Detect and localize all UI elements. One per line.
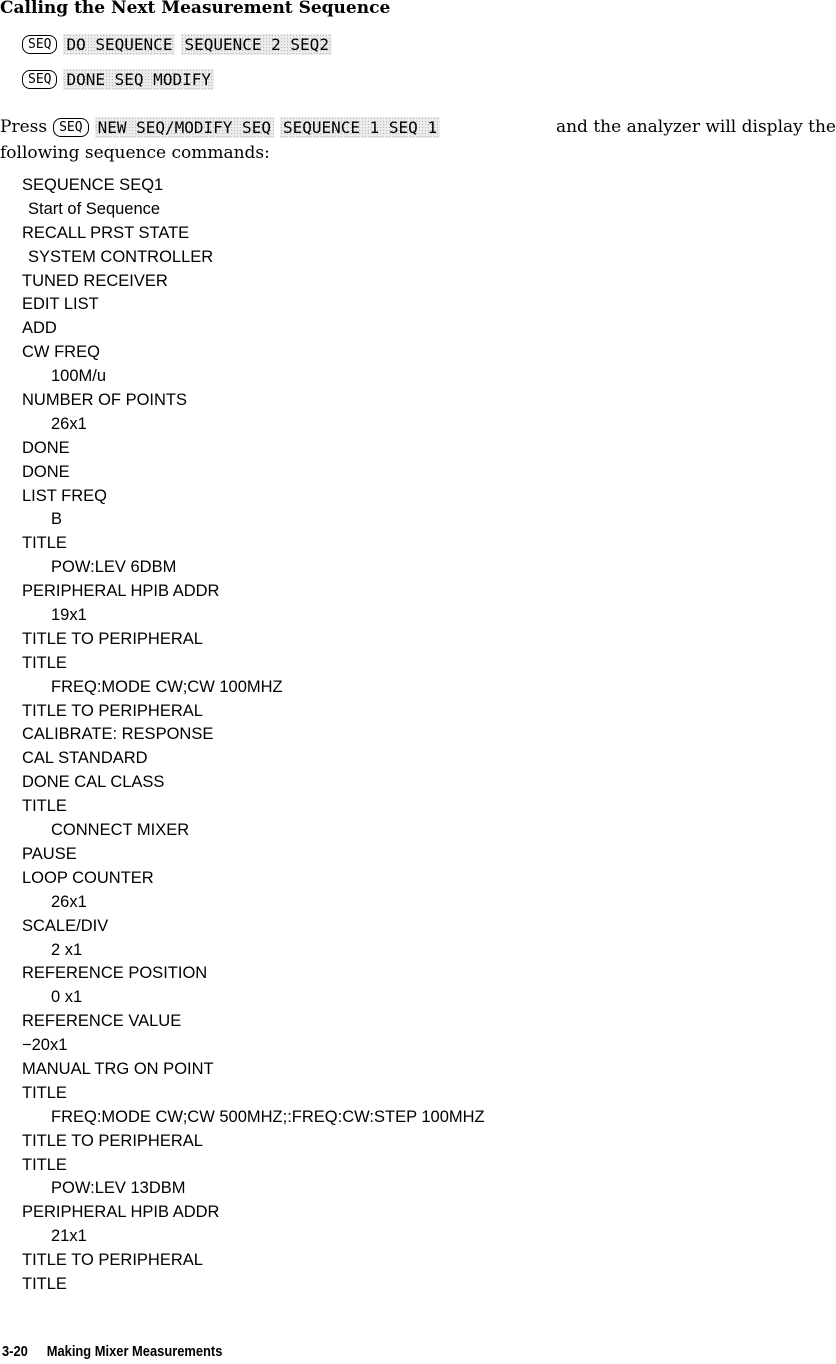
sequence-command: POW:LEV 6DBM <box>51 558 177 577</box>
sequence-command: MANUAL TRG ON POINT <box>22 1059 214 1078</box>
sequence-command: CAL STANDARD <box>22 749 148 768</box>
sequence-command: CONNECT MIXER <box>51 821 190 840</box>
sequence-command: PERIPHERAL HPIB ADDR <box>22 582 220 601</box>
sequence-command: DONE <box>22 462 70 481</box>
sequence-command: TITLE <box>22 653 67 672</box>
seq-hardkey: SEQ <box>22 70 57 89</box>
paragraph-lead: Press <box>0 117 48 137</box>
sequence-command: REFERENCE POSITION <box>22 964 208 983</box>
sequence-command: FREQ:MODE CW;CW 100MHZ <box>51 677 283 696</box>
sequence-command: SYSTEM CONTROLLER <box>28 247 214 266</box>
softkey-done-seq-modify: DONE SEQ MODIFY <box>63 69 214 90</box>
sequence-command: SEQUENCE SEQ1 <box>22 176 164 194</box>
seq-hardkey: SEQ <box>53 118 88 137</box>
sequence-command: EDIT LIST <box>22 295 99 314</box>
sequence-command: DONE CAL CLASS <box>22 773 165 792</box>
sequence-command: 19x1 <box>51 606 87 625</box>
sequence-command: TITLE TO PERIPHERAL <box>22 629 203 648</box>
softkey-new-seq-modify-seq: NEW SEQ/MODIFY SEQ <box>95 117 274 138</box>
sequence-command: −20x1 <box>22 1036 68 1055</box>
sequence-command: TITLE <box>22 1083 67 1102</box>
sequence-command: SCALE/DIV <box>22 916 109 935</box>
paragraph-tail: and the analyzer will display the <box>555 117 836 137</box>
softkey-sequence-1: SEQUENCE 1 SEQ 1 <box>280 117 440 138</box>
sequence-command: 26x1 <box>51 892 87 911</box>
sequence-command: LIST FREQ <box>22 486 107 505</box>
sequence-command: RECALL PRST STATE <box>22 223 190 242</box>
sequence-command: B <box>51 510 63 529</box>
page-number: 3-20 <box>2 1343 28 1360</box>
sequence-command: 100M/u <box>51 367 107 386</box>
sequence-command: PERIPHERAL HPIB ADDR <box>22 1203 220 1222</box>
key-sequence-line-1 <box>22 34 332 55</box>
instruction-paragraph <box>0 114 836 166</box>
sequence-command: FREQ:MODE CW;CW 500MHZ;:FREQ:CW:STEP 100MHZ <box>51 1107 485 1126</box>
sequence-command: 21x1 <box>51 1227 87 1246</box>
sequence-command-list <box>22 174 485 1297</box>
softkey-do-sequence: DO SEQUENCE <box>63 34 175 55</box>
footer-section-title: Making Mixer Measurements <box>46 1343 223 1360</box>
sequence-command: TITLE TO PERIPHERAL <box>22 1251 203 1270</box>
paragraph-line-2: following sequence commands: <box>0 143 270 163</box>
sequence-command: DONE <box>22 438 70 457</box>
seq-hardkey: SEQ <box>22 35 57 54</box>
softkey-sequence-2: SEQUENCE 2 SEQ2 <box>181 34 332 55</box>
section-heading: Calling the Next Measurement Sequence <box>0 0 391 18</box>
sequence-command: TITLE <box>22 1155 67 1174</box>
sequence-command: POW:LEV 13DBM <box>51 1179 186 1198</box>
sequence-command: LOOP COUNTER <box>22 868 154 887</box>
sequence-command: TITLE TO PERIPHERAL <box>22 701 203 720</box>
page-footer <box>2 1343 222 1360</box>
sequence-command: TITLE <box>22 797 67 816</box>
sequence-command: REFERENCE VALUE <box>22 1012 182 1031</box>
sequence-command: 26x1 <box>51 414 87 433</box>
sequence-command: 0 x1 <box>51 988 83 1007</box>
key-sequence-line-2 <box>22 69 214 90</box>
sequence-command: PAUSE <box>22 844 77 863</box>
sequence-command: 2 x1 <box>51 940 83 959</box>
sequence-command: Start of Sequence <box>28 199 161 218</box>
sequence-command: TITLE <box>22 534 67 553</box>
sequence-command: TUNED RECEIVER <box>22 271 168 290</box>
sequence-command: CALIBRATE: RESPONSE <box>22 725 214 744</box>
sequence-command: NUMBER OF POINTS <box>22 391 188 410</box>
sequence-command: ADD <box>22 319 57 338</box>
sequence-command: CW FREQ <box>22 343 100 362</box>
sequence-command: TITLE <box>22 1274 67 1293</box>
sequence-command: TITLE TO PERIPHERAL <box>22 1131 203 1150</box>
